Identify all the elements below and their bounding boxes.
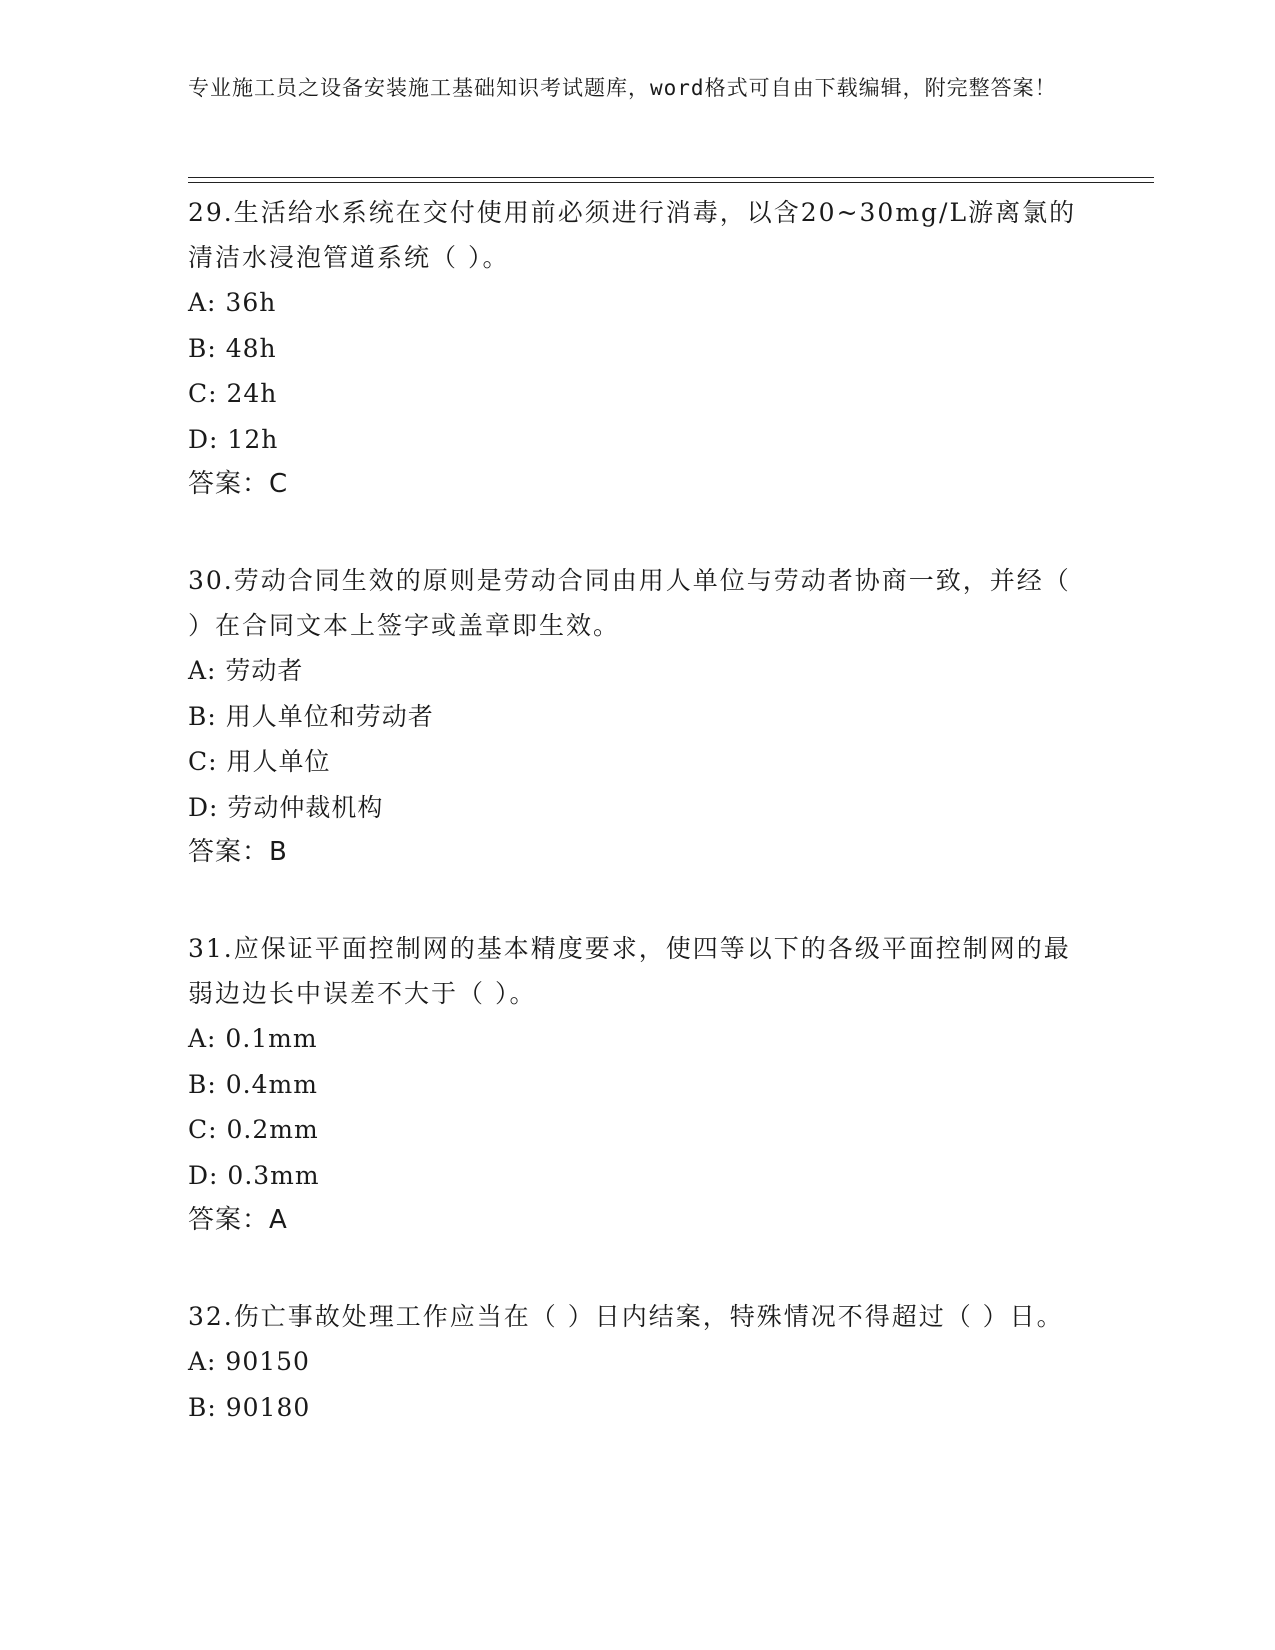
option-c: C: 用人单位 [188,747,331,776]
option-d: D: 劳动仲裁机构 [188,792,384,822]
option-a: A: 90150 [188,1347,310,1376]
question-list [188,190,1088,1482]
option-a: A: 36h [188,288,277,317]
question-stem: 29.生活给水系统在交付使用前必须进行消毒，以含20~30mg/L游离氯的清洁水浸泡管道系统（ ）。 [188,198,1077,272]
question-32 [188,1294,1088,1430]
question-stem: 32.伤亡事故处理工作应当在（ ）日内结案，特殊情况不得超过（ ）日。 [188,1302,1064,1331]
option-b: B: 0.4mm [188,1069,318,1099]
option-d: D: 0.3mm [188,1160,320,1190]
option-c: C: 0.2mm [188,1115,319,1144]
question-31 [188,926,1088,1242]
question-stem: 30.劳动合同生效的原则是劳动合同由用人单位与劳动者协商一致，并经（ ）在合同文本上签字或盖章即生效。 [188,566,1071,640]
question-29 [188,190,1088,506]
option-a: A: 0.1mm [188,1024,318,1053]
option-b: B: 48h [188,333,277,363]
answer-text: 答案：C [188,469,289,499]
answer-text: 答案：B [188,837,288,867]
header-divider-top [188,177,1154,178]
question-stem: 31.应保证平面控制网的基本精度要求，使四等以下的各级平面控制网的最弱边边长中误差不大于（ ）。 [188,934,1071,1008]
header-divider-bottom [188,182,1154,183]
document-header: 专业施工员之设备安装施工基础知识考试题库，word格式可自由下载编辑，附完整答案！ [188,76,1057,100]
option-d: D: 12h [188,424,279,454]
option-c: C: 24h [188,379,278,408]
option-b: B: 90180 [188,1392,311,1422]
question-30 [188,558,1088,874]
option-a: A: 劳动者 [188,656,304,685]
option-b: B: 用人单位和劳动者 [188,701,434,731]
answer-text: 答案：A [188,1205,288,1235]
